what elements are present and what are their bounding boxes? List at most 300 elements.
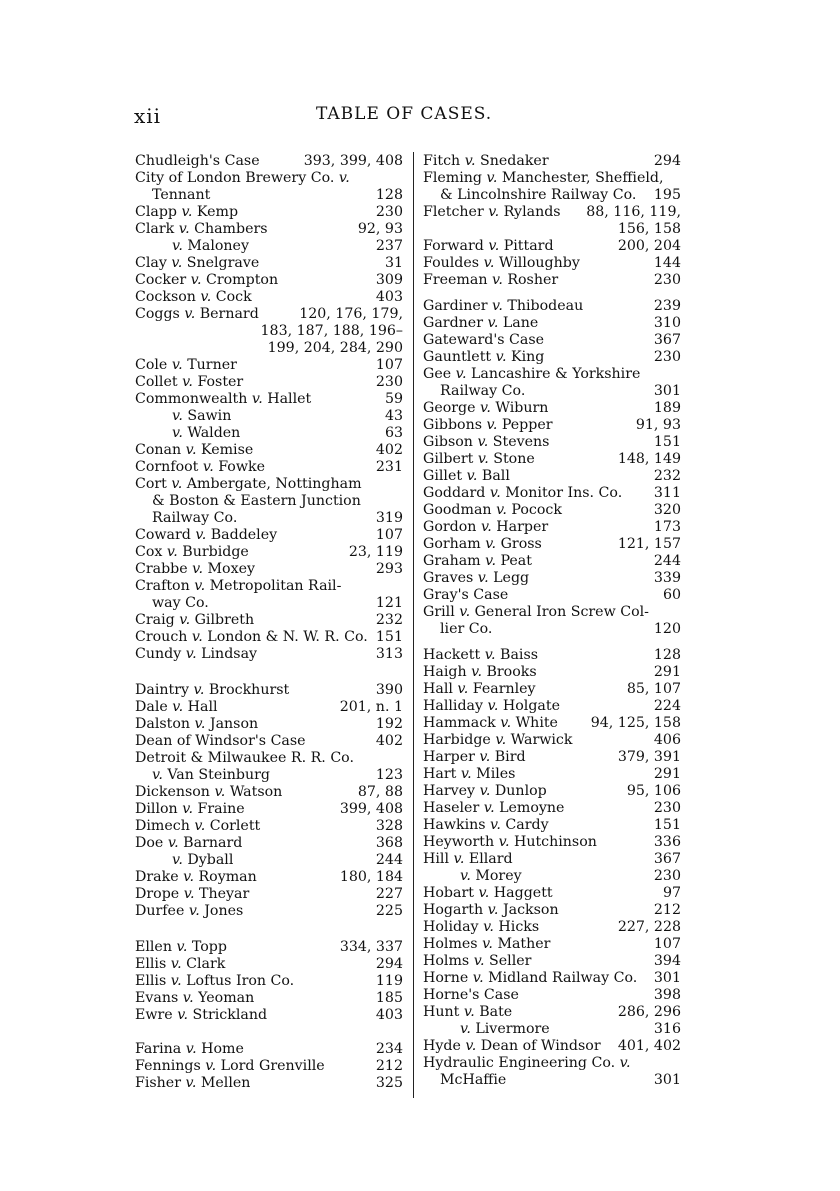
case-pages: 173 [653, 519, 681, 535]
case-name: Doe v. Barnard [135, 835, 243, 851]
case-name: way Co. [152, 595, 209, 611]
case-entry [135, 527, 403, 544]
case-entry [423, 987, 681, 1004]
case-entry [135, 973, 403, 990]
case-entry [423, 272, 681, 289]
case-name: Hammack v. White [423, 715, 558, 731]
case-name: Hawkins v. Cardy [423, 817, 549, 833]
column-divider [413, 152, 414, 1098]
case-pages: 244 [653, 553, 681, 569]
case-pages: 212 [653, 902, 681, 918]
case-name: Dickenson v. Watson [135, 784, 283, 800]
case-name: Hogarth v. Jackson [423, 902, 559, 918]
case-pages: 121 [375, 595, 403, 611]
case-entry [423, 153, 681, 170]
case-pages: 94, 125, 158 [590, 715, 681, 731]
case-entry [423, 451, 681, 468]
case-name: Coggs v. Bernard [135, 306, 259, 322]
case-pages: 316 [653, 1021, 681, 1037]
case-pages: 379, 391 [617, 749, 681, 765]
case-entry [135, 869, 403, 886]
case-entry [135, 646, 403, 663]
case-pages: 230 [653, 272, 681, 288]
case-entry [135, 204, 403, 221]
case-name: Clark v. Chambers [135, 221, 268, 237]
case-pages: 230 [375, 374, 403, 390]
case-pages: 401, 402 [617, 1038, 681, 1054]
case-entry [423, 221, 681, 238]
case-entry [423, 698, 681, 715]
case-entry [423, 553, 681, 570]
case-name: v. Livermore [460, 1021, 550, 1037]
case-name: Haseler v. Lemoyne [423, 800, 565, 816]
case-entry [135, 956, 403, 973]
case-pages: 123 [375, 767, 403, 783]
case-entry [423, 834, 681, 851]
case-entry [152, 187, 403, 204]
case-pages: 63 [384, 425, 403, 441]
case-name: Goodman v. Pocock [423, 502, 562, 518]
case-pages: 301 [653, 970, 681, 986]
case-name: Gardiner v. Thibodeau [423, 298, 584, 314]
case-name: Holiday v. Hicks [423, 919, 540, 935]
page-number: xii [134, 104, 162, 128]
case-entry [135, 629, 403, 646]
case-pages: 107 [375, 527, 403, 543]
case-entry [423, 536, 681, 553]
case-name: Gardner v. Lane [423, 315, 539, 331]
case-name: Hydraulic Engineering Co. v. [423, 1055, 631, 1071]
case-pages: 393, 399, 408 [303, 153, 403, 169]
case-name: Crouch v. London & N. W. R. Co. [135, 629, 368, 645]
case-name: v. Van Steinburg [152, 767, 270, 783]
case-name: Dimech v. Corlett [135, 818, 261, 834]
case-pages: 239 [653, 298, 681, 314]
case-pages: 156, 158 [617, 221, 681, 237]
case-entry [423, 817, 681, 834]
case-name: Fouldes v. Willoughby [423, 255, 580, 271]
case-entry [152, 595, 403, 612]
case-pages: 23, 119 [348, 544, 403, 560]
case-pages: 128 [653, 647, 681, 663]
case-entry [135, 170, 403, 187]
case-pages: 121, 157 [617, 536, 681, 552]
case-pages: 402 [375, 733, 403, 749]
case-entry [135, 1041, 403, 1058]
case-entry [135, 733, 403, 750]
case-name: Fletcher v. Rylands [423, 204, 561, 220]
case-entry [423, 953, 681, 970]
case-entry [460, 868, 681, 885]
case-name: Hart v. Miles [423, 766, 516, 782]
case-entry [135, 939, 403, 956]
case-name: George v. Wiburn [423, 400, 549, 416]
case-name: Fennings v. Lord Grenville [135, 1058, 325, 1074]
case-pages: 128 [375, 187, 403, 203]
case-pages: 244 [375, 852, 403, 868]
case-entry [135, 750, 403, 767]
case-entry [423, 885, 681, 902]
case-entry [423, 970, 681, 987]
case-entry [135, 357, 403, 374]
case-pages: 200, 204 [617, 238, 681, 254]
case-name: Ellis v. Loftus Iron Co. [135, 973, 295, 989]
case-name: Harbidge v. Warwick [423, 732, 573, 748]
case-entry [423, 204, 681, 221]
case-pages: 339 [653, 570, 681, 586]
case-name: Dalston v. Janson [135, 716, 259, 732]
page-title: TABLE OF CASES. [316, 104, 493, 124]
case-pages: 227 [375, 886, 403, 902]
case-name: Hyde v. Dean of Windsor [423, 1038, 601, 1054]
case-entry [440, 1072, 681, 1089]
case-pages: 230 [653, 800, 681, 816]
case-pages: 232 [375, 612, 403, 628]
case-entry [423, 434, 681, 451]
case-entry [423, 664, 681, 681]
case-pages: 319 [375, 510, 403, 526]
case-name: Graham v. Peat [423, 553, 532, 569]
case-name: Clay v. Snelgrave [135, 255, 260, 271]
case-entry [440, 621, 681, 638]
case-name: Railway Co. [152, 510, 238, 526]
case-entry [135, 886, 403, 903]
case-name: Durfee v. Jones [135, 903, 244, 919]
case-pages: 294 [375, 956, 403, 972]
case-entry [172, 238, 403, 255]
case-pages: 201, n. 1 [339, 699, 403, 715]
case-name: Ellen v. Topp [135, 939, 227, 955]
case-entry [135, 1007, 403, 1024]
case-entry [135, 682, 403, 699]
case-name: Hill v. Ellard [423, 851, 513, 867]
case-entry [423, 315, 681, 332]
case-entry [423, 902, 681, 919]
case-entry [423, 587, 681, 604]
case-entry [135, 784, 403, 801]
case-entry [152, 767, 403, 784]
case-entry [135, 1058, 403, 1075]
case-entry [423, 332, 681, 349]
case-name: Hackett v. Baiss [423, 647, 539, 663]
case-pages: 119 [375, 973, 403, 989]
case-pages: 286, 296 [617, 1004, 681, 1020]
case-pages: 192 [375, 716, 403, 732]
case-entry [423, 800, 681, 817]
case-name: Hobart v. Haggett [423, 885, 553, 901]
case-entry [423, 919, 681, 936]
case-entry [135, 323, 403, 340]
case-pages: 60 [662, 587, 681, 603]
case-pages: 367 [653, 332, 681, 348]
case-name: Dillon v. Fraine [135, 801, 245, 817]
case-pages: 237 [375, 238, 403, 254]
case-name: Crabbe v. Moxey [135, 561, 256, 577]
case-entry [135, 391, 403, 408]
case-name: Gee v. Lancashire & Yorkshire [423, 366, 641, 382]
case-name: Gilbert v. Stone [423, 451, 535, 467]
case-entry [135, 903, 403, 920]
case-name: Detroit & Milwaukee R. R. Co. [135, 750, 354, 766]
case-pages: 88, 116, 119, [586, 204, 681, 220]
case-pages: 107 [375, 357, 403, 373]
case-entry [135, 306, 403, 323]
case-pages: 403 [375, 289, 403, 305]
case-pages: 231 [375, 459, 403, 475]
case-pages: 85, 107 [626, 681, 681, 697]
case-entry [172, 408, 403, 425]
case-pages: 144 [653, 255, 681, 271]
case-name: Fleming v. Manchester, Sheffield, [423, 170, 664, 186]
case-name: & Lincolnshire Railway Co. [440, 187, 637, 203]
case-entry [172, 425, 403, 442]
case-pages: 293 [375, 561, 403, 577]
case-pages: 301 [653, 1072, 681, 1088]
case-entry [423, 485, 681, 502]
case-name: Freeman v. Rosher [423, 272, 559, 288]
case-name: Horne v. Midland Railway Co. [423, 970, 638, 986]
case-name: Fitch v. Snedaker [423, 153, 549, 169]
case-entry [423, 851, 681, 868]
case-name: Holms v. Seller [423, 953, 532, 969]
case-name: Gauntlett v. King [423, 349, 545, 365]
case-name: v. Walden [172, 425, 241, 441]
case-entry [423, 238, 681, 255]
case-pages: 311 [653, 485, 681, 501]
case-pages: 230 [653, 349, 681, 365]
case-pages: 212 [375, 1058, 403, 1074]
case-pages: 309 [375, 272, 403, 288]
case-entry [423, 766, 681, 783]
case-name: Cockson v. Cock [135, 289, 252, 305]
case-pages: 87, 88 [357, 784, 403, 800]
case-entry [135, 835, 403, 852]
case-entry [135, 818, 403, 835]
case-entry [135, 990, 403, 1007]
case-pages: 91, 93 [635, 417, 681, 433]
case-pages: 151 [375, 629, 403, 645]
case-name: Horne's Case [423, 987, 519, 1003]
case-pages: 183, 187, 188, 196– [260, 323, 403, 339]
case-name: Drope v. Theyar [135, 886, 250, 902]
case-name: Cort v. Ambergate, Nottingham [135, 476, 362, 492]
case-name: & Boston & Eastern Junction [152, 493, 361, 509]
case-pages: 406 [653, 732, 681, 748]
case-entry [423, 1004, 681, 1021]
case-name: Clapp v. Kemp [135, 204, 239, 220]
case-pages: 334, 337 [339, 939, 403, 955]
case-entry [423, 170, 681, 187]
case-entry [152, 510, 403, 527]
case-entry [135, 716, 403, 733]
case-name: Holmes v. Mather [423, 936, 551, 952]
case-name: Cundy v. Lindsay [135, 646, 258, 662]
case-name: McHaffie [440, 1072, 507, 1088]
case-name: Heyworth v. Hutchinson [423, 834, 597, 850]
case-pages: 398 [653, 987, 681, 1003]
case-pages: 92, 93 [357, 221, 403, 237]
case-name: Coward v. Baddeley [135, 527, 278, 543]
case-name: v. Maloney [172, 238, 249, 254]
case-pages: 325 [375, 1075, 403, 1091]
case-pages: 367 [653, 851, 681, 867]
case-entry [135, 578, 403, 595]
case-name: Grill v. General Iron Screw Col- [423, 604, 649, 620]
case-pages: 185 [375, 990, 403, 1006]
case-entry [423, 1055, 681, 1072]
case-pages: 313 [375, 646, 403, 662]
case-entry [423, 417, 681, 434]
case-name: Daintry v. Brockhurst [135, 682, 290, 698]
case-entry [135, 612, 403, 629]
case-pages: 195 [653, 187, 681, 203]
right-column [423, 153, 681, 1098]
case-entry [135, 459, 403, 476]
case-name: Crafton v. Metropolitan Rail- [135, 578, 342, 594]
case-entry [423, 502, 681, 519]
case-pages: 291 [653, 766, 681, 782]
case-name: Commonwealth v. Hallet [135, 391, 312, 407]
case-pages: 97 [662, 885, 681, 901]
case-name: Conan v. Kemise [135, 442, 254, 458]
case-pages: 230 [375, 204, 403, 220]
case-pages: 189 [653, 400, 681, 416]
case-name: Ellis v. Clark [135, 956, 226, 972]
case-pages: 199, 204, 284, 290 [267, 340, 403, 356]
case-entry [423, 604, 681, 621]
case-pages: 234 [375, 1041, 403, 1057]
case-name: Halliday v. Holgate [423, 698, 560, 714]
case-pages: 224 [653, 698, 681, 714]
case-pages: 148, 149 [617, 451, 681, 467]
case-name: Gillet v. Ball [423, 468, 510, 484]
case-pages: 399, 408 [339, 801, 403, 817]
case-name: Graves v. Legg [423, 570, 530, 586]
case-entry [135, 476, 403, 493]
case-name: Ewre v. Strickland [135, 1007, 268, 1023]
case-name: Forward v. Pittard [423, 238, 554, 254]
case-entry [423, 732, 681, 749]
case-name: Gibbons v. Pepper [423, 417, 553, 433]
case-name: v. Dyball [172, 852, 234, 868]
case-entry [135, 699, 403, 716]
case-name: Hunt v. Bate [423, 1004, 513, 1020]
case-entry [423, 681, 681, 698]
case-entry [135, 289, 403, 306]
case-entry [423, 400, 681, 417]
case-entry [135, 1075, 403, 1092]
case-name: Harvey v. Dunlop [423, 783, 547, 799]
case-entry [423, 647, 681, 664]
case-pages: 328 [375, 818, 403, 834]
case-name: Gordon v. Harper [423, 519, 549, 535]
case-pages: 180, 184 [339, 869, 403, 885]
case-name: Farina v. Home [135, 1041, 244, 1057]
case-name: Cornfoot v. Fowke [135, 459, 265, 475]
case-entry [423, 366, 681, 383]
case-name: Drake v. Royman [135, 869, 257, 885]
case-entry [423, 519, 681, 536]
case-name: Gateward's Case [423, 332, 545, 348]
case-pages: 291 [653, 664, 681, 680]
case-name: Harper v. Bird [423, 749, 526, 765]
case-name: Cocker v. Crompton [135, 272, 279, 288]
case-pages: 402 [375, 442, 403, 458]
case-pages: 368 [375, 835, 403, 851]
case-name: Dean of Windsor's Case [135, 733, 306, 749]
case-entry [135, 153, 403, 170]
case-pages: 225 [375, 903, 403, 919]
case-pages: 120, 176, 179, [299, 306, 403, 322]
case-pages: 390 [375, 682, 403, 698]
case-pages: 227, 228 [617, 919, 681, 935]
case-name: Hall v. Fearnley [423, 681, 536, 697]
case-name: Collet v. Foster [135, 374, 244, 390]
case-pages: 394 [653, 953, 681, 969]
case-name: Gibson v. Stevens [423, 434, 550, 450]
case-name: Fisher v. Mellen [135, 1075, 251, 1091]
case-name: Railway Co. [440, 383, 526, 399]
case-entry [423, 1038, 681, 1055]
case-name: Cox v. Burbidge [135, 544, 249, 560]
case-name: Chudleigh's Case [135, 153, 260, 169]
case-entry [135, 255, 403, 272]
case-entry [423, 936, 681, 953]
case-entry [423, 783, 681, 800]
case-entry [423, 255, 681, 272]
case-pages: 107 [653, 936, 681, 952]
case-pages: 336 [653, 834, 681, 850]
case-name: Gray's Case [423, 587, 509, 603]
case-entry [460, 1021, 681, 1038]
case-name: v. Sawin [172, 408, 232, 424]
case-entry [423, 349, 681, 366]
case-entry [172, 852, 403, 869]
case-name: lier Co. [440, 621, 493, 637]
case-entry [135, 221, 403, 238]
case-entry [135, 340, 403, 357]
case-name: Evans v. Yeoman [135, 990, 255, 1006]
case-name: Craig v. Gilbreth [135, 612, 255, 628]
case-pages: 294 [653, 153, 681, 169]
case-pages: 310 [653, 315, 681, 331]
case-name: Dale v. Hall [135, 699, 218, 715]
case-entry [135, 801, 403, 818]
case-entry [135, 374, 403, 391]
case-pages: 230 [653, 868, 681, 884]
case-entry [423, 298, 681, 315]
case-entry [423, 468, 681, 485]
case-name: Cole v. Turner [135, 357, 237, 373]
case-entry [135, 544, 403, 561]
left-column [135, 153, 403, 1098]
case-pages: 232 [653, 468, 681, 484]
case-pages: 31 [384, 255, 403, 271]
case-pages: 320 [653, 502, 681, 518]
case-name: Gorham v. Gross [423, 536, 542, 552]
case-name: v. Morey [460, 868, 522, 884]
case-pages: 151 [653, 434, 681, 450]
case-pages: 301 [653, 383, 681, 399]
case-name: Haigh v. Brooks [423, 664, 537, 680]
case-pages: 151 [653, 817, 681, 833]
case-name: Goddard v. Monitor Ins. Co. [423, 485, 623, 501]
case-entry [423, 715, 681, 732]
case-entry [440, 383, 681, 400]
case-entry [423, 570, 681, 587]
case-entry [423, 749, 681, 766]
case-entry [152, 493, 403, 510]
